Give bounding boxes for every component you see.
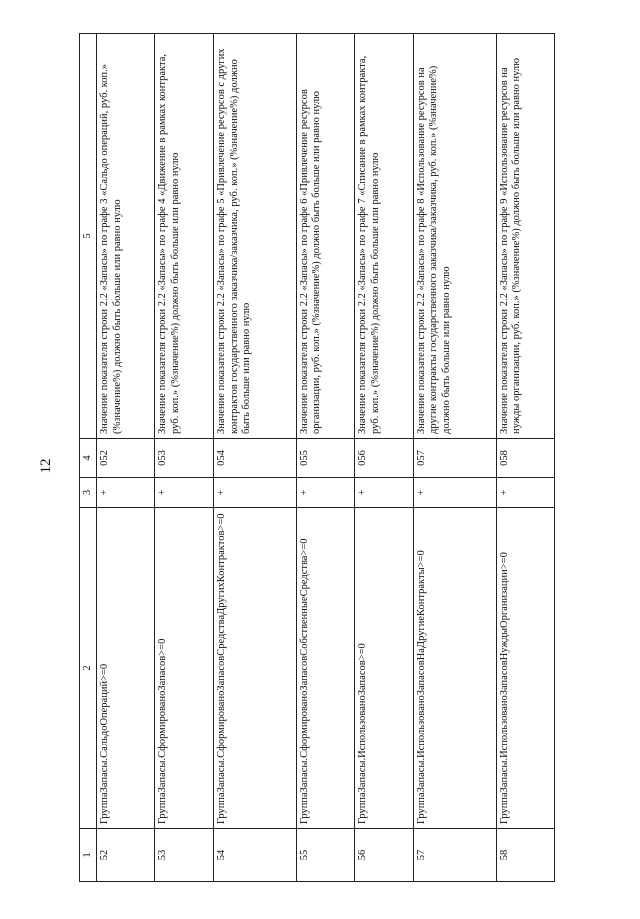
- table-row: [155, 34, 213, 882]
- check-description: Значение показателя строки 2.2 «Запасы» по графе 8 «Использование ресурсов на другие контракты государственного заказчика/заказчика, руб. коп.» (%значение%) должно быть больше или равно нулю: [413, 34, 496, 439]
- check-flag: +: [355, 478, 413, 508]
- check-code: 054: [213, 439, 296, 478]
- check-code: 056: [355, 439, 413, 478]
- check-flag: +: [413, 478, 496, 508]
- check-expression: ГруппаЗапасы.СформированоЗапасовСредстваДругихКонтрактов>=0: [213, 508, 296, 829]
- table-row: [355, 34, 413, 882]
- header-row: [80, 34, 97, 882]
- table-row: [296, 34, 354, 882]
- check-description: Значение показателя строки 2.2 «Запасы» по графе 9 «Использование ресурсов на нужды организации, руб. коп.» (%значение%) должно быть больше или равно нулю: [496, 34, 555, 439]
- check-expression: ГруппаЗапасы.ИспользованоЗапасовНуждыОрганизации>=0: [496, 508, 555, 829]
- check-description: Значение показателя строки 2.2 «Запасы» по графе 6 «Привлечение ресурсов организации, руб. коп.» (%значение%) должно быть больше или равно нулю: [296, 34, 354, 439]
- check-expression: ГруппаЗапасы.ИспользованоЗапасов>=0: [355, 508, 413, 829]
- check-description: Значение показателя строки 2.2 «Запасы» по графе 5 «Привлечение ресурсов с других контрактов государственного заказчика/заказчика, руб. коп.» (%значение%) должно быть больше или равно нулю: [213, 34, 296, 439]
- rules-table-wrapper: [79, 34, 555, 882]
- check-code: 055: [296, 439, 354, 478]
- row-number: 55: [296, 829, 354, 882]
- table-row: [213, 34, 296, 882]
- row-number: 57: [413, 829, 496, 882]
- column-header-5: 5: [80, 34, 97, 439]
- column-header-3: 3: [80, 478, 97, 508]
- check-flag: +: [213, 478, 296, 508]
- row-number: 56: [355, 829, 413, 882]
- check-description: Значение показателя строки 2.2 «Запасы» по графе 4 «Движение в рамках контракта, руб. коп.» (%значение%) должно быть больше или равно нулю: [155, 34, 213, 439]
- check-code: 058: [496, 439, 555, 478]
- page-number: 12: [37, 458, 54, 474]
- column-header-4: 4: [80, 439, 97, 478]
- check-flag: +: [496, 478, 555, 508]
- check-expression: ГруппаЗапасы.СальдоОпераций>=0: [97, 508, 155, 829]
- check-description: Значение показателя строки 2.2 «Запасы» по графе 7 «Списание в рамках контракта, руб. коп.» (%значение%) должно быть больше или равно нулю: [355, 34, 413, 439]
- check-expression: ГруппаЗапасы.СформированоЗапасов>=0: [155, 508, 213, 829]
- check-code: 053: [155, 439, 213, 478]
- column-header-1: 1: [80, 829, 97, 882]
- column-header-2: 2: [80, 508, 97, 829]
- row-number: 58: [496, 829, 555, 882]
- row-number: 52: [97, 829, 155, 882]
- check-description: Значение показателя строки 2.2 «Запасы» по графе 3 «Сальдо операций, руб. коп.» (%значение%) должно быть больше или равно нулю: [97, 34, 155, 439]
- check-flag: +: [155, 478, 213, 508]
- check-expression: ГруппаЗапасы.СформированоЗапасовСобственныеСредства>=0: [296, 508, 354, 829]
- table-row: [97, 34, 155, 882]
- check-code: 057: [413, 439, 496, 478]
- rules-table: [79, 33, 555, 882]
- check-expression: ГруппаЗапасы.ИспользованоЗапасовНаДругиеКонтракты>=0: [413, 508, 496, 829]
- row-number: 54: [213, 829, 296, 882]
- table-row: [496, 34, 555, 882]
- row-number: 53: [155, 829, 213, 882]
- check-code: 052: [97, 439, 155, 478]
- check-flag: +: [296, 478, 354, 508]
- check-flag: +: [97, 478, 155, 508]
- table-row: [413, 34, 496, 882]
